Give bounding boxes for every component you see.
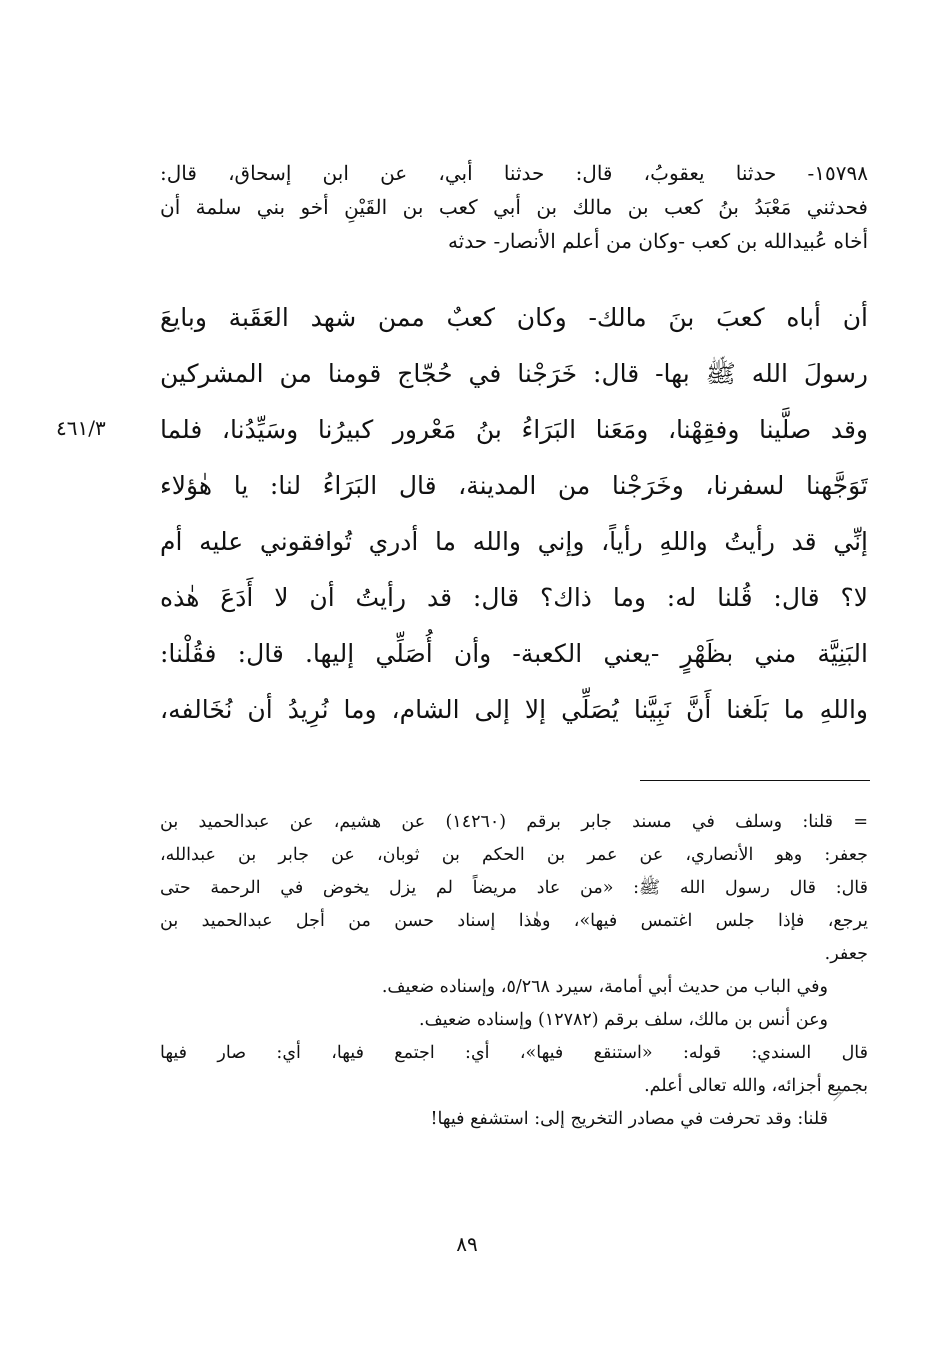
isnad-line: فحدثني مَعْبَدُ بنُ كعب بن مالك بن أبي كعب بن القَيْنِ أخو بني سلمة أن	[160, 195, 868, 219]
matn-line: واللهِ ما بَلَغنا أَنَّ نَبِيَّنا يُصَلِّي إلا إلى الشام، وما نُرِيدُ أن نُخَالفه،	[160, 695, 868, 724]
footnote-line: = قلنا: وسلف في مسند جابر برقم (١٤٢٦٠) عن هشيم، عن عبدالحميد بن	[160, 812, 868, 832]
footnote-line: يرجع، فإذا جلس اغتمس فيها»، وهٰذا إسناد حسن من أجل عبدالحميد بن	[160, 911, 868, 931]
footnote-line: قال: قال رسول الله ﷺ: «من عاد مريضاً لم يزل يخوض في الرحمة حتى	[160, 878, 868, 898]
matn-line: أن أباه كعبَ بنَ مالك- وكان كعبٌ ممن شهد العَقَبة وبايعَ	[160, 303, 868, 332]
matn-line: رسولَ الله ﷺ بها- قال: خَرَجْنا في حُجّاج قومنا من المشركين	[160, 359, 868, 388]
footnote-line: وعن أنس بن مالك، سلف برقم (١٢٧٨٢) وإسناده ضعيف.	[419, 1010, 828, 1030]
footnote-line: قال السندي: قوله: «استنقع فيها»، أي: اجتمع فيها، أي: صار فيها	[160, 1043, 868, 1063]
isnad-line: ١٥٧٩٨- حدثنا يعقوبُ، قال: حدثنا أبي، عن ابن إسحاق، قال:	[160, 161, 868, 185]
matn-line: تَوَجَّهنا لسفرنا، وخَرَجْنا من المدينة، قال البَرَاءُ لنا: يا هٰؤلاء	[160, 471, 868, 500]
isnad-line: أخاه عُبيدالله بن كعب -وكان من أعلم الأنصار- حدثه	[447, 229, 868, 253]
footnote-line: قلنا: وقد تحرفت في مصادر التخريج إلى: استشفع فيها!	[430, 1109, 828, 1129]
footnote-line: وفي الباب من حديث أبي أمامة، سيرد ٥/٢٦٨، وإسناده ضعيف.	[381, 977, 828, 997]
matn-line: البَنِيَّة مني بظَهْرٍ -يعني الكعبة- وأن أُصَلِّي إليها. قال: فقُلْنا:	[160, 639, 868, 668]
footnote-line: جعفر: وهو الأنصاري، عن عمر بن الحكم بن ثوبان، عن جابر بن عبدالله،	[160, 845, 868, 865]
page-number: ٨٩	[456, 1232, 478, 1256]
matn-line: وقد صلَّينا وفقِهْنا، ومَعَنا البَرَاءُ بنُ مَعْرور كبيرُنا وسَيِّدُنا، فلما	[160, 415, 868, 444]
matn-line: لا؟ قال: قُلنا له: وما ذاك؟ قال: قد رأيتُ أن لا أَدَعَ هٰذه	[160, 583, 868, 612]
footnote-line: بجميع أجزائه، والله تعالى أعلم.	[644, 1076, 868, 1096]
hadith-matn	[160, 290, 868, 738]
footnotes	[160, 806, 868, 1136]
footnote-separator	[640, 780, 870, 781]
footnote-line: جعفر.	[824, 944, 868, 964]
hadith-isnad	[160, 156, 868, 258]
matn-line: إنِّي قد رأيتُ واللهِ رأياً، وإني والله ما أدري تُوافقوني عليه أم	[160, 527, 868, 556]
margin-volume-reference: ٤٦١/٣	[56, 416, 106, 440]
